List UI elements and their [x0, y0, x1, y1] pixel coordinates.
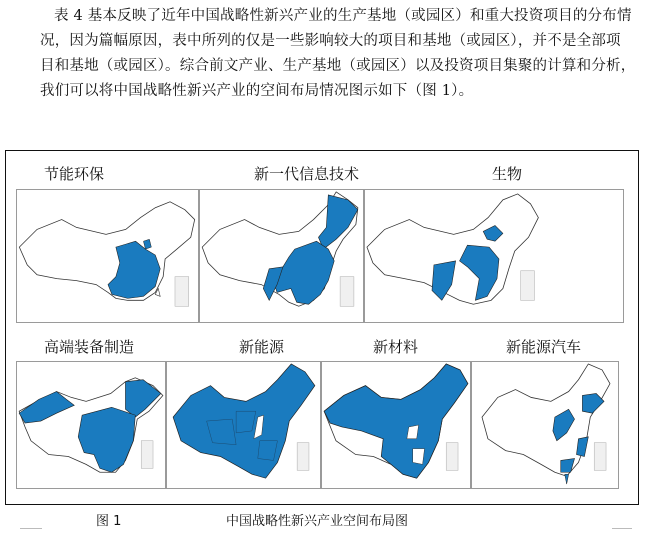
map-panel-nev — [471, 361, 619, 489]
paragraph-line: 况，因为篇幅原因，表中所列的仅是一些影响较大的项目和基地（或园区），并不是全部项 — [40, 33, 621, 49]
map-panel-energy-saving — [16, 189, 199, 323]
page-edge-right — [612, 528, 632, 534]
body-paragraph — [40, 4, 640, 104]
figure-frame — [5, 150, 639, 505]
map-panel-new-energy — [166, 361, 321, 489]
map-panel-bio — [364, 189, 624, 323]
panel-title-bio: 生物 — [492, 165, 523, 183]
china-map-nev — [472, 362, 618, 488]
panel-title-equipment: 高端装备制造 — [44, 338, 135, 356]
china-map-bio — [365, 190, 623, 322]
china-map-new-energy — [167, 362, 320, 488]
panel-title-new-energy: 新能源 — [239, 338, 285, 356]
panel-title-it: 新一代信息技术 — [254, 165, 360, 183]
china-map-it — [200, 190, 363, 322]
map-panel-it — [199, 189, 364, 323]
panel-title-new-materials: 新材料 — [373, 338, 419, 356]
page-edge-left — [20, 528, 42, 534]
panel-title-energy-saving: 节能环保 — [44, 165, 105, 183]
map-panel-new-materials — [321, 361, 471, 489]
paragraph-line: 表 4 基本反映了近年中国战略性新兴产业的生产基地（或园区）和重大投资项目的分布情 — [54, 8, 632, 24]
paragraph-line: 我们可以将中国战略性新兴产业的空间布局情况图示如下（图 1）。 — [40, 83, 474, 99]
panel-title-nev: 新能源汽车 — [506, 338, 582, 356]
china-map-new-materials — [322, 362, 470, 488]
paragraph-line: 目和基地（或园区）。综合前文产业、生产基地（或园区）以及投资项目集聚的计算和分析， — [40, 58, 636, 74]
map-panel-equipment — [16, 361, 166, 489]
figure-label: 图 1 — [96, 514, 122, 529]
china-map-energy-saving — [17, 190, 198, 322]
figure-caption: 中国战略性新兴产业空间布局图 — [226, 514, 409, 529]
china-map-equipment — [17, 362, 165, 488]
